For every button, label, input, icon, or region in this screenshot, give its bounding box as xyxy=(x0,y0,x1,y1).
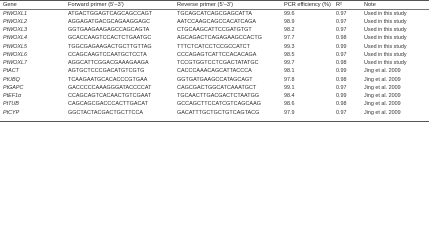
row-gene: PtWOXL6 xyxy=(3,51,27,58)
header-forward-primer: Forward primer (5'–3') xyxy=(68,1,124,8)
row-reverse-primer: AGCAGACTCAGAGAAGCCACTG xyxy=(177,35,262,42)
table-row xyxy=(0,60,429,68)
row-note: Used in this study xyxy=(364,27,407,34)
row-note: Jing et al. 2009 xyxy=(364,84,401,91)
row-reverse-primer: CAGCGACTGGCATCAAATGCT xyxy=(177,84,257,91)
table-row xyxy=(0,68,429,76)
row-gene: PtACT xyxy=(3,68,19,75)
row-gene: PtWOXL5 xyxy=(3,43,27,50)
row-r2: 0.98 xyxy=(336,76,347,83)
row-reverse-primer: GGTGATGAAGCCATAGCAGT xyxy=(177,76,253,83)
row-note: Used in this study xyxy=(364,18,407,25)
row-gene: PtUBQ xyxy=(3,76,20,83)
row-forward-primer: TGGCGAGAAGACTGCTTGTTAG xyxy=(68,43,152,50)
row-r2: 0.99 xyxy=(336,93,347,100)
row-r2: 0.97 xyxy=(336,27,347,34)
table-row xyxy=(0,11,429,19)
row-r2: 0.99 xyxy=(336,68,347,75)
row-r2: 0.98 xyxy=(336,35,347,42)
row-forward-primer: CCAGCAGTCACAACTGTCGAAT xyxy=(68,93,152,100)
row-forward-primer: TCAAGAATGCACACCCGTGAA xyxy=(68,76,148,83)
row-pcr-efficiency: 97.9 xyxy=(284,109,295,116)
row-forward-primer: AGTGCTCCCGACATGTCGTG xyxy=(68,68,145,75)
row-note: Used in this study xyxy=(364,60,407,67)
row-gene: PtWOXL7 xyxy=(3,60,27,67)
table-row xyxy=(0,19,429,27)
row-pcr-efficiency: 98.1 xyxy=(284,68,295,75)
row-reverse-primer: TGCAGCATCAGCGAGCATTA xyxy=(177,10,252,17)
table-row xyxy=(0,85,429,93)
header-note: Note xyxy=(364,1,376,8)
row-pcr-efficiency: 99.6 xyxy=(284,10,295,17)
table-bottom-rule xyxy=(0,121,429,122)
header-pcr-efficiency: PCR efficiency (%) xyxy=(284,1,331,8)
row-reverse-primer: CCCAGAGTCATTCCACACAGA xyxy=(177,51,257,58)
row-r2: 0.98 xyxy=(336,60,347,67)
header-reverse-primer: Reverse primer (5'–3') xyxy=(177,1,234,8)
table-row xyxy=(0,77,429,85)
row-pcr-efficiency: 98.6 xyxy=(284,101,295,108)
row-pcr-efficiency: 99.7 xyxy=(284,60,295,67)
row-reverse-primer: GACATTTGCTGCTGTCAGTACG xyxy=(177,109,260,116)
row-note: Used in this study xyxy=(364,51,407,58)
row-gene: PtWOXL1 xyxy=(3,10,27,17)
table-row xyxy=(0,110,429,118)
row-r2: 0.98 xyxy=(336,101,347,108)
row-reverse-primer: TGCAACTTGACGACTCTAATGG xyxy=(177,93,260,100)
row-r2: 0.97 xyxy=(336,109,347,116)
row-gene: PtCYP xyxy=(3,109,20,116)
row-gene: PtWOXL2 xyxy=(3,18,27,25)
row-forward-primer: GCACCAAGTCCACTCTGAATGC xyxy=(68,35,152,42)
row-note: Jing et al. 2009 xyxy=(364,109,401,116)
table-row xyxy=(0,101,429,109)
row-forward-primer: GGTGAAGAAGAGCCAGCAGTA xyxy=(68,27,150,34)
table-header-row xyxy=(0,1,429,9)
row-pcr-efficiency: 98.2 xyxy=(284,27,295,34)
table-row xyxy=(0,35,429,43)
row-forward-primer: AGGAGATGACGCAGAAGGAGC xyxy=(68,18,151,25)
row-pcr-efficiency: 99.3 xyxy=(284,43,295,50)
row-pcr-efficiency: 99.1 xyxy=(284,84,295,91)
row-forward-primer: CAGCAGCGACCCACTTGACAT xyxy=(68,101,149,108)
row-note: Jing et al. 2009 xyxy=(364,68,401,75)
row-reverse-primer: AATCCAAGCAGCCACATCAGA xyxy=(177,18,257,25)
row-r2: 0.97 xyxy=(336,18,347,25)
header-gene: Gene xyxy=(3,1,17,8)
row-forward-primer: ATGACTGGAGTCAGCAGCCAGT xyxy=(68,10,153,17)
row-reverse-primer: TCCGTGGTCCTCGACTATATGC xyxy=(177,60,259,67)
row-note: Jing et al. 2009 xyxy=(364,93,401,100)
row-pcr-efficiency: 98.5 xyxy=(284,51,295,58)
row-forward-primer: GGCTACTACGACTGCTTCCA xyxy=(68,109,144,116)
row-pcr-efficiency: 98.9 xyxy=(284,18,295,25)
row-forward-primer: CCAGCAAGTCCAATGCTCCTA xyxy=(68,51,147,58)
row-reverse-primer: CTGCAAGCATTCCGATGTGT xyxy=(177,27,252,34)
row-pcr-efficiency: 97.7 xyxy=(284,35,295,42)
row-note: Used in this study xyxy=(364,43,407,50)
row-r2: 0.97 xyxy=(336,84,347,91)
table-row xyxy=(0,52,429,60)
row-gene: PtTUB xyxy=(3,101,19,108)
table-row xyxy=(0,44,429,52)
row-reverse-primer: TTTCTCATCCTCCGCCATCT xyxy=(177,43,250,50)
row-forward-primer: AGGCATTCGGACGAAAGAAGA xyxy=(68,60,149,67)
row-note: Jing et al. 2009 xyxy=(364,101,401,108)
row-reverse-primer: CACCCAAACAGCATTACCCA xyxy=(177,68,252,75)
row-gene: PtEF1α xyxy=(3,93,22,100)
row-note: Jing et al. 2009 xyxy=(364,76,401,83)
row-note: Used in this study xyxy=(364,10,407,17)
row-gene: PtWOXL4 xyxy=(3,35,27,42)
row-forward-primer: GACCCCCAAAGGGATACCCCAT xyxy=(68,84,152,91)
row-gene: PtWOXL3 xyxy=(3,27,27,34)
row-r2: 0.99 xyxy=(336,43,347,50)
row-note: Used in this study xyxy=(364,35,407,42)
row-r2: 0.97 xyxy=(336,10,347,17)
row-gene: PtGAPC xyxy=(3,84,24,91)
table-row xyxy=(0,93,429,101)
row-reverse-primer: GCCAGCTTCCATCGTCAGCAAG xyxy=(177,101,261,108)
table-row xyxy=(0,27,429,35)
row-pcr-efficiency: 98.4 xyxy=(284,93,295,100)
header-r2: R² xyxy=(336,1,342,8)
row-r2: 0.97 xyxy=(336,51,347,58)
row-pcr-efficiency: 97.8 xyxy=(284,76,295,83)
